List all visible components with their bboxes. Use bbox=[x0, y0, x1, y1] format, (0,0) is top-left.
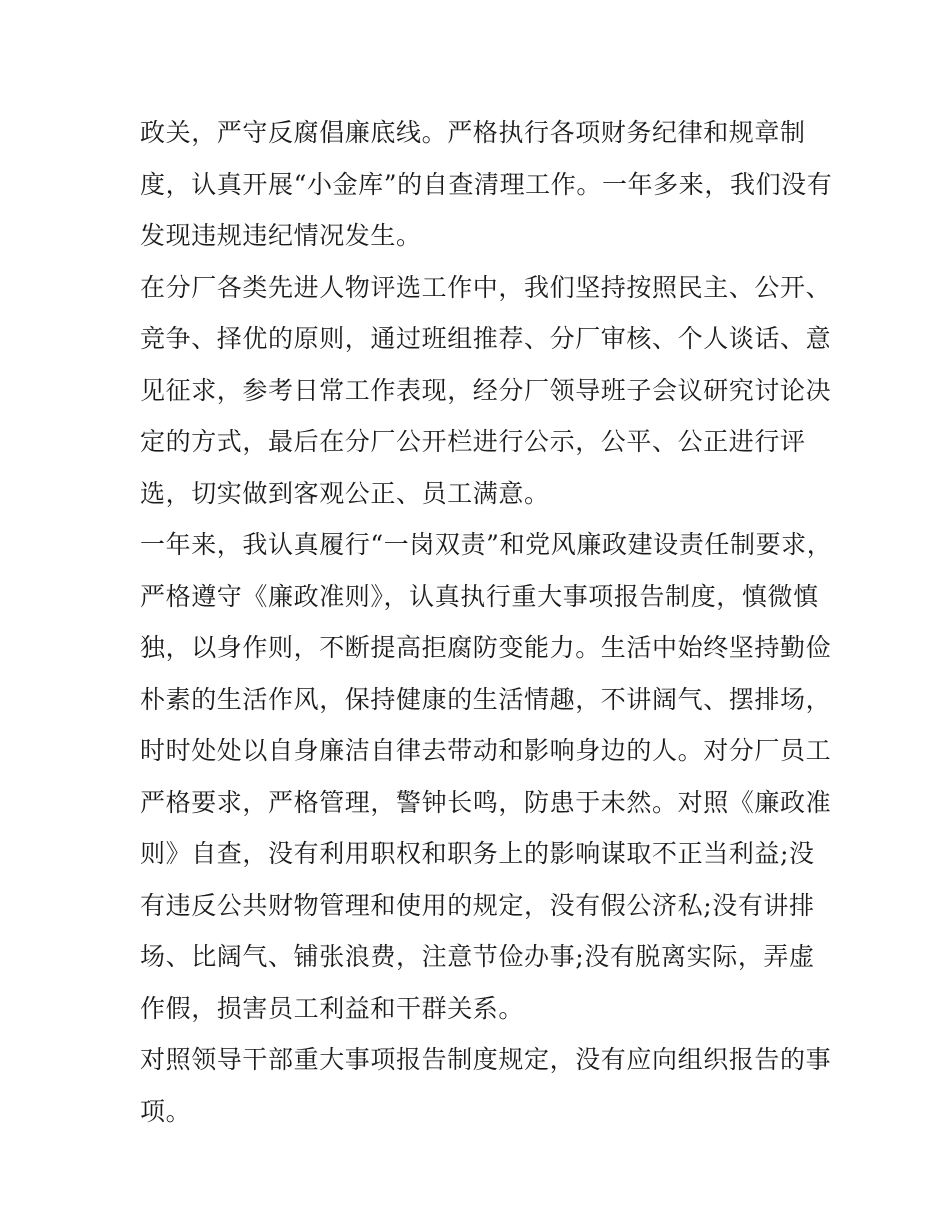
paragraph-integrity-summary bbox=[140, 107, 833, 262]
text-line: 独，以身作则，不断提高拒腐防变能力。生活中始终坚持勤俭 bbox=[140, 633, 832, 662]
text-line: 发现违规违纪情况发生。 bbox=[140, 221, 422, 250]
text-line: 竞争、择优的原则，通过班组推荐、分厂审核、个人谈话、意 bbox=[140, 324, 832, 353]
text-line: 度，认真开展“小金库”的自查清理工作。一年多来，我们没有 bbox=[140, 169, 833, 199]
text-line: 严格遵守《廉政准则》，认真执行重大事项报告制度，慎微慎 bbox=[140, 581, 819, 611]
paragraph-selection-process bbox=[140, 262, 830, 520]
text-line: 作假，损害员工利益和干群关系。 bbox=[140, 993, 525, 1023]
text-line: 对照领导干部重大事项报告制度规定，没有应向组织报告的事 bbox=[140, 1045, 832, 1074]
text-line: 一年来，我认真履行“一岗双责”和党风廉政建设责任制要求， bbox=[140, 530, 833, 559]
text-line: 项。 bbox=[140, 1096, 192, 1126]
body-text bbox=[140, 107, 833, 1137]
text-line: 时时处处以自身廉洁自律去带动和影响身边的人。对分厂员工 bbox=[140, 736, 832, 765]
text-line: 有违反公共财物管理和使用的规定，没有假公济私;没有讲排 bbox=[140, 890, 815, 920]
text-line: 见征求，参考日常工作表现，经分厂领导班子会议研究讨论决 bbox=[140, 375, 832, 405]
text-line: 选，切实做到客观公正、员工满意。 bbox=[140, 478, 550, 508]
text-line: 朴素的生活作风，保持健康的生活情趣，不讲阔气、摆排场， bbox=[140, 684, 832, 714]
text-line: 在分厂各类先进人物评选工作中，我们坚持按照民主、公开、 bbox=[140, 272, 832, 302]
text-line: 则》自查，没有利用职权和职务上的影响谋取不正当利益;没 bbox=[140, 839, 815, 868]
text-line: 场、比阔气、铺张浪费，注意节俭办事;没有脱离实际，弄虚 bbox=[140, 942, 815, 971]
paragraph-major-matters-report bbox=[140, 1034, 830, 1137]
text-line: 定的方式，最后在分厂公开栏进行公示，公平、公正进行评 bbox=[140, 427, 806, 456]
paragraph-personal-conduct bbox=[140, 519, 833, 1034]
text-line: 政关，严守反腐倡廉底线。严格执行各项财务纪律和规章制 bbox=[140, 118, 806, 147]
text-line: 严格要求，严格管理，警钟长鸣，防患于未然。对照《廉政准 bbox=[140, 787, 832, 817]
